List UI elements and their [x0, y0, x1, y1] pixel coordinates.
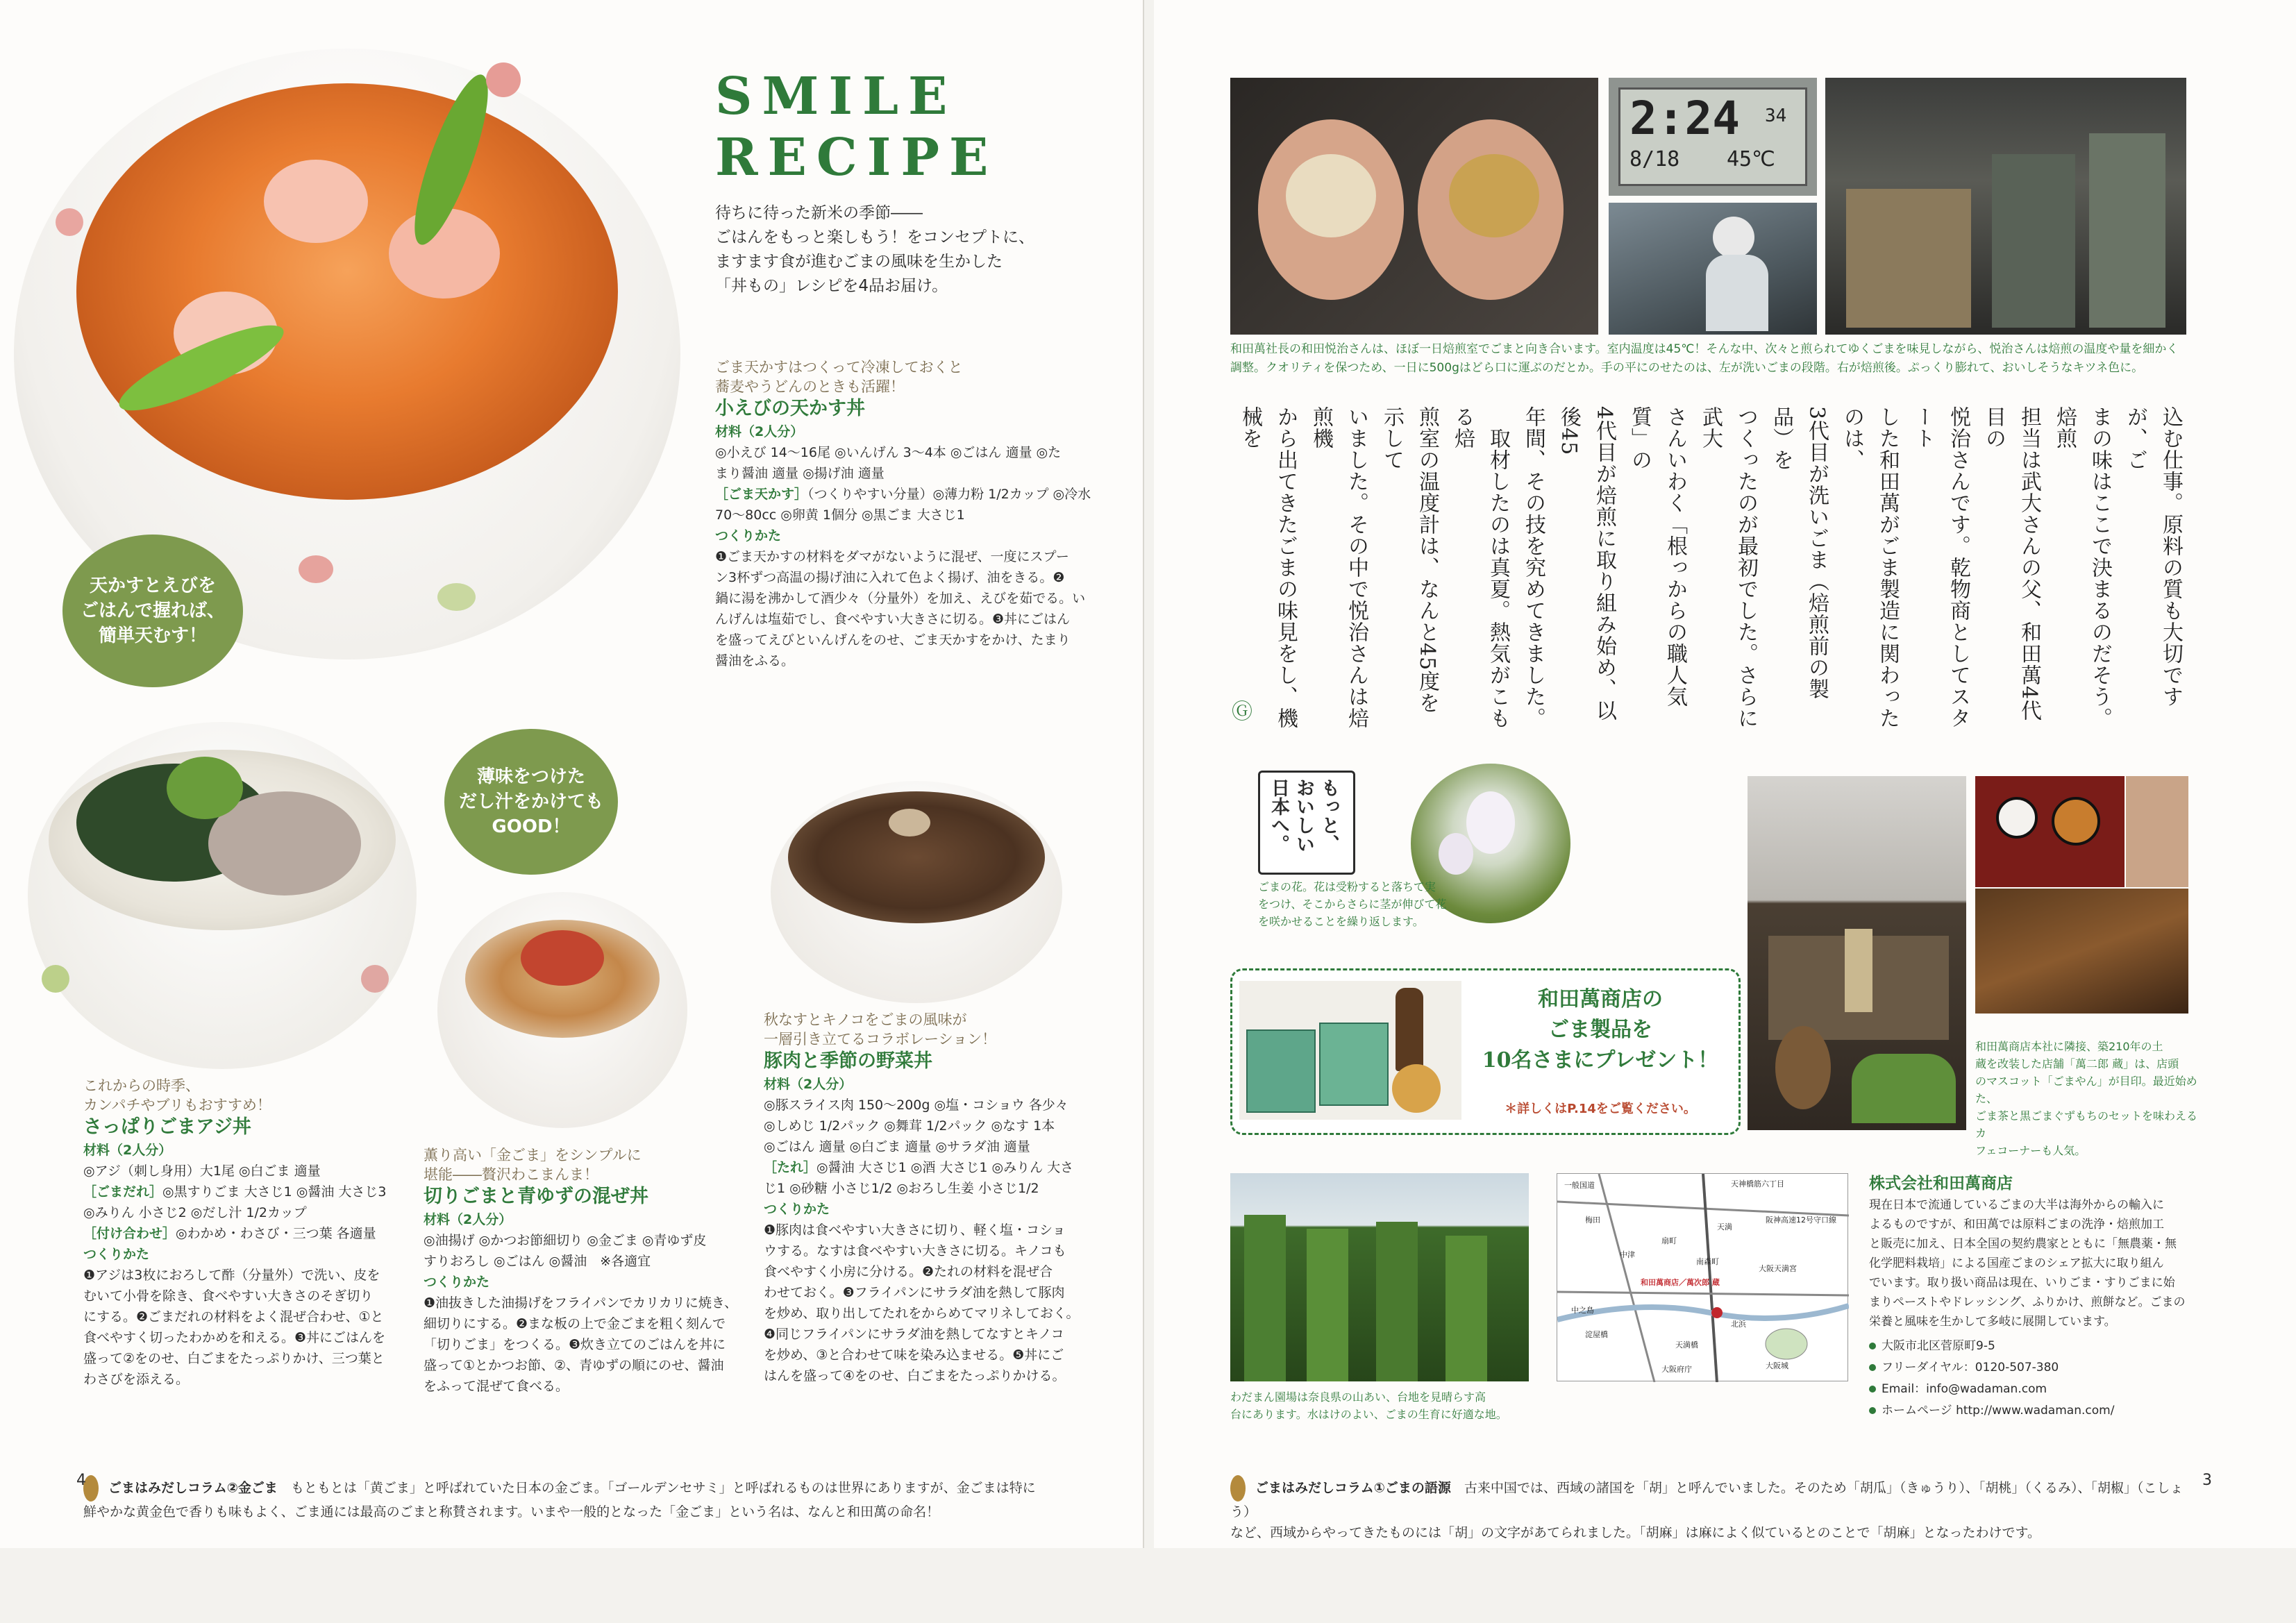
right-column-footer: [1230, 1454, 2188, 1543]
article-column: 3代目が洗いごま（焙煎前の製品）を: [1769, 406, 1829, 700]
pork-vegetable-bowl-photo: [771, 781, 1062, 1010]
left-column-title: ごまはみだしコラム②金ごま: [108, 1480, 278, 1496]
sesame-hands-photo: [1230, 78, 1598, 335]
recipe-4-materials: ◎豚スライス肉 150〜200g ◎塩・コショウ 各少々 ◎しめじ 1/2パック ◎舞茸 1/2パック ◎なす 1本 ◎ごはん 適量 ◎白ごま 適量 ◎サラダ油 適量: [764, 1098, 1069, 1154]
map-label: 扇町: [1661, 1236, 1677, 1245]
company-address: 大阪市北区菅原町9-5: [1882, 1339, 1995, 1353]
field-caption: わだまん園場は奈良県の山あい、台地を見晴らす高 台にあります。水はけのよい、ごまの生育に好適な地。: [1230, 1390, 1507, 1421]
clock-seconds: 34: [1765, 106, 1787, 126]
aji-bowl-photo: [28, 715, 417, 1076]
recipe-3-title: 切りごまと青ゆずの混ぜ丼: [424, 1186, 648, 1207]
product-photo: [1239, 981, 1461, 1120]
recipe-4-tare: ◎醤油 大さじ1 ◎酒 大さじ1 ◎みりん 大さ じ1 ◎砂糖 小さじ1/2 ◎おろし生姜 小さじ1/2: [764, 1160, 1074, 1196]
recipe-4-materials-heading: 材料（2人分）: [764, 1077, 853, 1092]
thermometer-clock-photo: [1609, 78, 1817, 196]
bullet-icon: [1869, 1364, 1876, 1371]
article-column: 込む仕事。原料の質も大切ですが、ご: [2123, 406, 2183, 707]
company-name: 株式会社和田萬商店: [1869, 1175, 2013, 1193]
company-website[interactable]: ホームページ http://www.wadaman.com/: [1882, 1404, 2115, 1418]
store-caption: 和田萬商店本社に隣接、築210年の土 蔵を改装した店舗「萬二郎 蔵」は、店頭 のマスコット「ごまやん」が目印。最近始めた、 ごま茶と黒ごまぐずもちのセットを味わえるカ フェコーナーも人気。: [1975, 1040, 2198, 1157]
company-phone: フリーダイヤル：0120-507-380: [1882, 1361, 2059, 1374]
clock-time: 2:24: [1629, 92, 1740, 145]
article-column: 年間、その技を究めてきました。: [1521, 406, 1545, 729]
article-column: 悦治さんです。乾物商としてスタート: [1911, 406, 1970, 729]
recipe-2-tare-heading: ［ごまだれ］: [83, 1184, 163, 1200]
tip-bubble-tenmusu: 天かすとえびを ごはんで握れば、 簡単天むす！: [62, 535, 243, 687]
present-note: ＊詳しくはP.14をご覧ください。: [1505, 1102, 1696, 1116]
title-line-2: RECIPE: [715, 128, 998, 187]
left-column-footer: [83, 1454, 1125, 1522]
recipe-3-steps: ❶油抜きした油揚げをフライパンでカリカリに焼き、 細切りにする。❷まな板の上で金ごまを粗く刻んで 「切りごま」をつくる。❸炊き立てのごはんを丼に 盛って①とかつお節、②、青ゆずの順にのせ、醤油 をふって混ぜて食べる。: [424, 1295, 738, 1394]
recipe-4-subtitle: 秋なすとキノコをごまの風味が 一層引き立てるコラボレーション！: [764, 1011, 997, 1048]
article-column: から出てきたごまの味見をし、機械を: [1238, 406, 1298, 729]
map-label: 淀屋橋: [1585, 1330, 1608, 1339]
roasting-factory-photo: [1825, 78, 2186, 335]
recipe-3-subtitle: 薫り高い「金ごま」をシンプルに 堪能――贅沢わこまんま！: [424, 1147, 642, 1183]
store-front-photo: [1748, 776, 1966, 1130]
left-page-number: 4: [76, 1472, 86, 1489]
sesame-icon: [1230, 1475, 1246, 1502]
article-column: 煎室の温度計は、なんと45度を示して: [1380, 406, 1439, 714]
flower-caption: ごまの花。花は受粉すると落ちて実 をつけ、そこからさらに茎が伸びて花 を咲かせることを繰り返します。: [1258, 880, 1447, 928]
article-end-mark: Ⓖ: [1232, 700, 1252, 724]
article-column: いました。その中で悦治さんは焙煎機: [1309, 406, 1368, 729]
map-label: 天満橋: [1675, 1340, 1698, 1349]
recipe-3-materials: ◎油揚げ ◎かつお節細切り ◎金ごま ◎青ゆず皮 すりおろし ◎ごはん ◎醤油 ※各適宜: [424, 1233, 707, 1269]
recipe-2-materials-heading: 材料（2人分）: [83, 1143, 172, 1158]
brand-logo-text: もっと、 おいしい 日本へ。: [1268, 778, 1339, 853]
recipe-2-steps-heading: つくりかた: [83, 1247, 150, 1262]
article-vertical-text: [1230, 406, 2188, 732]
clock-temperature: 45℃: [1727, 147, 1775, 171]
map-label: 大阪城: [1766, 1361, 1788, 1370]
map-label: 天満: [1717, 1222, 1732, 1231]
recipe-2-title: さっぱりごまアジ丼: [83, 1116, 251, 1138]
right-page-number: 3: [2202, 1472, 2212, 1489]
present-title: 和田萬商店の ごま製品を 10名さまにプレゼント！: [1482, 987, 1719, 1073]
bullet-icon: [1869, 1386, 1876, 1393]
recipe-1-sub-text: （つくりやすい分量）◎薄力粉 1/2カップ ◎冷水 70〜80cc ◎卵黄 1個分 ◎黒ごま 大さじ1: [715, 487, 1091, 523]
recipe-1-steps-heading: つくりかた: [715, 528, 782, 544]
bullet-icon: [1869, 1407, 1876, 1414]
cafe-sweets-photo: [1975, 776, 2125, 887]
recipe-2-tare: ◎黒すりごま 大さじ1 ◎醤油 大さじ3 ◎みりん 小さじ2 ◎だし汁 1/2カップ: [83, 1184, 387, 1220]
recipe-4-title: 豚肉と季節の野菜丼: [764, 1050, 932, 1072]
recipe-3: [424, 1145, 743, 1397]
kiri-goma-bowl-photo: [437, 892, 687, 1142]
map-label: 中津: [1620, 1250, 1635, 1259]
map-label: 梅田: [1585, 1216, 1600, 1225]
company-email[interactable]: Email：info@wadaman.com: [1882, 1382, 2047, 1396]
map-label: 大阪府庁: [1661, 1365, 1692, 1374]
recipe-2-steps: ❶アジは3枚におろして酢（分量外）で洗い、皮を むいて小骨を除き、食べやすい大きさのそぎ切り にする。❷ごまだれの材料をよく混ぜ合わせ、①と 食べやすく切ったわかめを和える。❸丼にごはんを 盛って②をのせ、白ごまをたっぷりかけ、三つ葉と わさびを添える。: [83, 1268, 386, 1387]
intro-text: 待ちに待った新米の季節―― ごはんをもっと楽しもう！をコンセプトに、 ますます食が進むごまの風味を生かした 「丼もの」レシピを4品お届け。: [715, 204, 1034, 295]
right-column-text: 古来中国では、西域の諸国を「胡」と呼んでいました。そのため「胡瓜」（きゅうり）、「胡桃」（くるみ）、「胡椒」（こしょう） など、西域からやってきたものには「胡」の文字があてられました。「胡麻」は麻によく似ているとのことで「胡麻」となったわけです。: [1230, 1480, 2184, 1540]
article-column: 4代目が焙煎に取り組み始め、以後45: [1557, 406, 1616, 722]
title-line-1: SMILE: [715, 67, 957, 126]
cafe-interior-photo: [2126, 776, 2188, 887]
bullet-icon: [1869, 1343, 1876, 1349]
recipe-3-materials-heading: 材料（2人分）: [424, 1212, 512, 1227]
clock-date: 8/18: [1629, 147, 1680, 171]
recipe-4: [764, 1010, 1132, 1386]
map-label: 中之島: [1571, 1306, 1594, 1315]
roasting-worker-photo: [1609, 203, 1817, 335]
map-label: 阪神高速12号守口線: [1766, 1216, 1836, 1225]
left-page: [0, 0, 1144, 1548]
recipe-1: [715, 358, 1132, 671]
recipe-3-steps-heading: つくりかた: [424, 1275, 490, 1290]
article-column: さんいわく「根っからの職人気質」の: [1627, 406, 1687, 707]
map-label: 一般国道: [1564, 1181, 1595, 1190]
recipe-2: [83, 1076, 444, 1390]
recipe-1-materials: ◎小えび 14〜16尾 ◎いんげん 3〜4本 ◎ごはん 適量 ◎た まり醤油 適量 ◎揚げ油 適量: [715, 445, 1062, 481]
map-label: 和田萬商店／萬次郎 蔵: [1641, 1278, 1720, 1287]
left-column-text: もともとは「黄ごま」と呼ばれていた日本の金ごま。「ゴールデンセサミ」と呼ばれるものは世界にありますが、金ごまは特に 鮮やかな黄金色で香りも味もよく、ごま通には最高のごまと称賛されます。いまや一般的となった「金ごま」という名は、なんと和田萬の命名！: [83, 1480, 1036, 1520]
recipe-2-subtitle: これからの時季、 カンパチやブリもおすすめ！: [83, 1077, 271, 1113]
article-column: した和田萬がごま製造に関わったのは、: [1840, 406, 1900, 729]
company-description: 現在日本で流通しているごまの大半は海外からの輸入に よるものですが、和田萬では原料ごまの洗浄・焙煎加工 と販売に加え、日本全国の契約農家とともに「無農薬・無 化学肥料栽培」による国産ごまのシェア拡大に取り組ん でいます。取り扱い商品は現在、いりごま・すりごまに始 まりペーストやドレッシング、ふりかけ、煎餅など。ごまの 栄養と風味を生かして多岐に展開しています。: [1869, 1198, 2186, 1329]
recipe-1-subtitle: ごま天かすはつくって冷凍しておくと 蕎麦やうどんのときも活躍！: [715, 359, 963, 395]
recipe-1-steps: ❶ごま天かすの材料をダマがないように混ぜ、一度にスプー ン3杯ずつ高温の揚げ油に入れて色よく揚げ、油をきる。❷ 鍋に湯を沸かして酒少々（分量外）を加え、えびを茹でる。い んげんは塩茹でし、食べやすい大きさに切る。❸丼にごはん を盛ってえびといんげんをのせ、ごま天かすをかけ、たまり 醤油をふる。: [715, 549, 1086, 668]
brand-logo: [1258, 771, 1355, 875]
right-page: [1154, 0, 2296, 1548]
recipe-2-side: ◎わかめ・わさび・三つ葉 各適量: [176, 1226, 376, 1241]
map-label: 南森町: [1696, 1257, 1719, 1266]
company-info: [1869, 1172, 2195, 1422]
article-column: [1230, 406, 1232, 732]
map-label: 大阪天満宮: [1759, 1264, 1797, 1273]
present-box: [1230, 968, 1741, 1135]
access-map: [1557, 1173, 1848, 1381]
recipe-4-steps-heading: つくりかた: [764, 1202, 830, 1217]
map-label: 天神橋筋六丁目: [1731, 1179, 1784, 1188]
sesame-field-photo: [1230, 1173, 1529, 1381]
cafe-room-photo: [1975, 889, 2188, 1014]
article-column: 担当は武大さんの父、和田萬4代目の: [1981, 406, 2041, 722]
right-column-title: ごまはみだしコラム①ごまの語源: [1255, 1480, 1451, 1496]
map-label: 北浜: [1731, 1320, 1746, 1329]
recipe-4-steps: ❶豚肉は食べやすい大きさに切り、軽く塩・コショ ウする。なすは食べやすい大きさに切る。キノコも 食べやすく小房に分ける。❷たれの材料を混ぜ合 わせておく。❸フライパンにサラダ油を熱して豚肉 を炒め、取り出してたれをからめてマリネしておく。 ❹同じフライパンにサラダ油を熱してなすとキノコ を炒め、③と合わせて味を染み込ませる。❺丼にご はんを盛って④をのせ、白ごまをたっぷりかける。: [764, 1222, 1080, 1384]
recipe-2-materials: ◎アジ（刺し身用）大1尾 ◎白ごま 適量: [83, 1163, 321, 1179]
page-title: [715, 66, 998, 188]
recipe-2-side-heading: ［付け合わせ］: [83, 1226, 176, 1241]
tip-bubble-dashi: 薄味をつけた だし汁をかけても GOOD！: [444, 729, 618, 875]
article-column: まの味はここで決まるのだそう。焙煎: [2052, 406, 2112, 729]
top-photo-caption: 和田萬社長の和田悦治さんは、ほぼ一日焙煎室でごまと向き合います。室内温度は45℃！そんな中、次々と煎られてゆくごまを味見しながら、悦治さんは焙煎の温度や量を細かく 調整。クオリティを保つため、一日に500gはどら口に運ぶのだとか。手の平にのせたのは、左が洗いごまの段階。右が焙煎後。ぷっくり膨れて、おいしそうなキツネ色に。: [1230, 342, 2179, 375]
article-column: つくったのが最初でした。さらに武大: [1698, 406, 1758, 729]
recipe-1-materials-heading: 材料（2人分）: [715, 424, 804, 439]
recipe-1-sub-heading: ［ごま天かす］: [715, 487, 808, 502]
recipe-1-title: 小えびの天かす丼: [715, 398, 865, 419]
recipe-4-tare-heading: ［たれ］: [764, 1160, 817, 1175]
article-column: 取材したのは真夏。熱気がこもる焙: [1450, 406, 1510, 729]
